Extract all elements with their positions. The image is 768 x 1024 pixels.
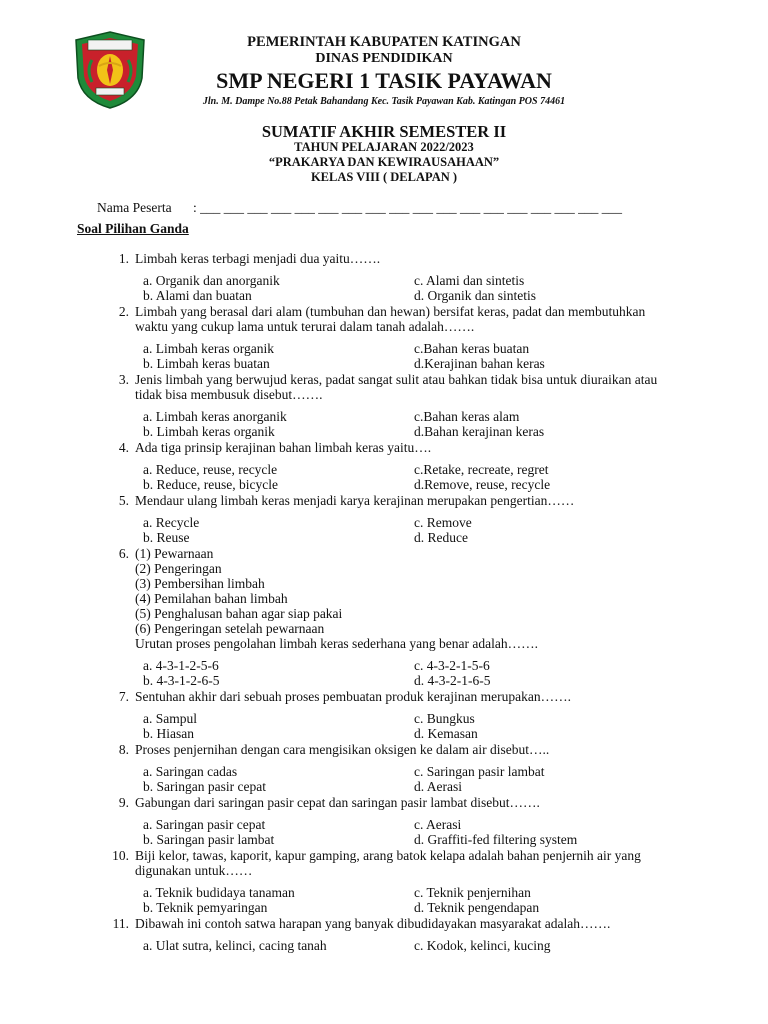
question-number: 7. — [118, 689, 129, 704]
question-number: 2. — [118, 304, 129, 319]
question-number: 10. — [112, 848, 129, 863]
question-text: Urutan proses pengolahan limbah keras sederhana yang benar adalah……. — [135, 636, 538, 651]
question-item — [0, 304, 768, 371]
answer-options — [143, 410, 703, 439]
question-text: Dibawah ini contoh satwa harapan yang banyak dibudidayakan masyarakat adalah……. — [135, 916, 611, 931]
answer-option[interactable]: d. Organik dan sintetis — [414, 287, 536, 303]
answer-option[interactable]: a. Teknik budidaya tanaman — [143, 885, 295, 900]
answer-option[interactable]: d.Remove, reuse, recycle — [414, 476, 551, 492]
answer-option[interactable]: b. Limbah keras organik — [143, 423, 275, 439]
answer-option[interactable]: c.Bahan keras alam — [414, 409, 520, 424]
question-text: Biji kelor, tawas, kaporit, kapur gamping, arang batok kelapa adalah bahan penjernih air yang digunakan untuk…… — [135, 848, 641, 878]
answer-options — [143, 765, 703, 794]
question-text: Limbah yang berasal dari alam (tumbuhan dan hewan) bersifat keras, padat dan membutuhkan waktu yang cukup lama untuk terurai dalam tanah adalah……. — [135, 304, 646, 334]
question-item — [0, 440, 768, 492]
answer-option[interactable]: c. Bungkus — [414, 711, 475, 726]
question-list — [0, 251, 768, 954]
letterhead — [0, 0, 768, 112]
question-item — [0, 546, 768, 688]
answer-option[interactable]: b. Reduce, reuse, bicycle — [143, 476, 278, 492]
answer-option[interactable]: d. Teknik pengendapan — [414, 899, 540, 915]
answer-option[interactable]: b. Reuse — [143, 529, 190, 545]
answer-option[interactable]: c. Teknik penjernihan — [414, 885, 531, 900]
answer-option[interactable]: b. Saringan pasir cepat — [143, 778, 266, 794]
answer-option[interactable]: d.Bahan kerajinan keras — [414, 423, 545, 439]
answer-option[interactable]: b. Teknik pemyaringan — [143, 899, 268, 915]
answer-option[interactable]: d. Graffiti-fed filtering system — [414, 831, 578, 847]
question-number: 6. — [118, 546, 129, 561]
question-text: Gabungan dari saringan pasir cepat dan saringan pasir lambat disebut……. — [135, 795, 540, 810]
answer-option[interactable]: a. Organik dan anorganik — [143, 273, 280, 288]
answer-options — [143, 818, 703, 847]
question-step-item: (2) Pengeringan — [135, 561, 222, 576]
question-number: 11. — [112, 916, 129, 931]
question-step-item: (4) Pemilahan bahan limbah — [135, 591, 288, 606]
answer-option[interactable]: c. Remove — [414, 515, 472, 530]
school-address: Jln. M. Dampe No.88 Petak Bahandang Kec. Tasik Payawan Kab. Katingan POS 74461 — [202, 96, 566, 107]
answer-option[interactable]: b. Saringan pasir lambat — [143, 831, 275, 847]
question-text: Limbah keras terbagi menjadi dua yaitu……. — [135, 251, 381, 266]
answer-option[interactable]: c. Alami dan sintetis — [414, 273, 525, 288]
question-number: 5. — [118, 493, 129, 508]
participant-name-label: Nama Peserta — [97, 200, 172, 215]
answer-option[interactable]: c. Saringan pasir lambat — [414, 764, 545, 779]
answer-option[interactable]: b. Limbah keras buatan — [143, 355, 270, 371]
question-item — [0, 493, 768, 545]
question-number: 9. — [118, 795, 129, 810]
answer-options — [143, 274, 703, 303]
answer-option[interactable]: a. Ulat sutra, kelinci, cacing tanah — [143, 938, 327, 953]
answer-option[interactable]: d. Aerasi — [414, 778, 462, 794]
answer-option[interactable]: c. Aerasi — [414, 817, 462, 832]
answer-options — [143, 712, 703, 741]
department-name: DINAS PENDIDIKAN — [315, 51, 453, 66]
question-text: Ada tiga prinsip kerajinan bahan limbah keras yaitu…. — [135, 440, 432, 455]
answer-option[interactable]: a. Recycle — [143, 515, 200, 530]
government-name: PEMERINTAH KABUPATEN KATINGAN — [247, 34, 521, 50]
answer-option[interactable]: a. 4-3-1-2-5-6 — [143, 658, 219, 673]
answer-option[interactable]: a. Reduce, reuse, recycle — [143, 462, 278, 477]
question-item — [0, 795, 768, 847]
answer-option[interactable]: d. Kemasan — [414, 725, 478, 741]
class-name: KELAS VIII ( DELAPAN ) — [310, 170, 458, 184]
answer-options — [143, 939, 703, 954]
subject-name: “PRAKARYA DAN KEWIRAUSAHAAN” — [268, 155, 500, 169]
question-number: 1. — [118, 251, 129, 266]
answer-option[interactable]: c.Retake, recreate, regret — [414, 462, 549, 477]
participant-name-field[interactable] — [97, 200, 622, 216]
answer-option[interactable]: d. 4-3-2-1-6-5 — [414, 672, 491, 688]
answer-options — [143, 886, 703, 915]
participant-name-blank[interactable]: : ___ ___ ___ ___ ___ ___ ___ ___ ___ ___ ___ ___ ___ ___ ___ ___ ___ ___ — [193, 200, 623, 215]
answer-option[interactable]: a. Limbah keras anorganik — [143, 409, 287, 424]
school-name: SMP NEGERI 1 TASIK PAYAWAN — [216, 68, 552, 93]
answer-option[interactable]: c. Kodok, kelinci, kucing — [414, 938, 551, 953]
question-number: 3. — [118, 372, 129, 387]
question-text: Sentuhan akhir dari sebuah proses pembuatan produk kerajinan merupakan……. — [135, 689, 571, 704]
answer-option[interactable]: a. Saringan pasir cepat — [143, 817, 266, 832]
answer-option[interactable]: a. Saringan cadas — [143, 764, 238, 779]
question-item — [0, 848, 768, 915]
answer-option[interactable]: c.Bahan keras buatan — [414, 341, 530, 356]
question-item — [0, 689, 768, 741]
answer-option[interactable]: b. Hiasan — [143, 725, 194, 741]
question-step-item: (1) Pewarnaan — [135, 546, 214, 561]
question-number: 4. — [118, 440, 129, 455]
answer-options — [143, 463, 703, 492]
answer-options — [143, 659, 703, 688]
question-number: 8. — [118, 742, 129, 757]
answer-options — [143, 516, 703, 545]
question-text: Jenis limbah yang berwujud keras, padat sangat sulit atau bahkan tidak bisa untuk diuraikan atau tidak bisa membusuk disebut……. — [135, 372, 658, 402]
question-text: Mendaur ulang limbah keras menjadi karya kerajinan merupakan pengertian…… — [135, 493, 575, 508]
answer-option[interactable]: d.Kerajinan bahan keras — [414, 355, 545, 371]
question-item — [0, 916, 768, 954]
question-step-item: (3) Pembersihan limbah — [135, 576, 265, 591]
answer-option[interactable]: a. Limbah keras organik — [143, 341, 274, 356]
exam-title: SUMATIF AKHIR SEMESTER II — [261, 122, 507, 141]
question-step-item: (5) Penghalusan bahan agar siap pakai — [135, 606, 343, 621]
question-item — [0, 742, 768, 794]
question-text: Proses penjernihan dengan cara mengisikan oksigen ke dalam air disebut….. — [135, 742, 550, 757]
answer-options — [143, 342, 703, 371]
question-step-item: (6) Pengeringan setelah pewarnaan — [135, 621, 325, 636]
answer-option[interactable]: d. Reduce — [414, 529, 468, 545]
question-item — [0, 251, 768, 303]
answer-option[interactable]: b. 4-3-1-2-6-5 — [143, 672, 220, 688]
letterhead-text — [150, 34, 618, 108]
answer-option[interactable]: b. Alami dan buatan — [143, 287, 252, 303]
section-title: Soal Pilihan Ganda — [77, 221, 189, 236]
katingan-regency-emblem-icon — [72, 30, 148, 110]
answer-option[interactable]: a. Sampul — [143, 711, 197, 726]
school-year: TAHUN PELAJARAN 2022/2023 — [294, 140, 474, 154]
question-item — [0, 372, 768, 439]
answer-option[interactable]: c. 4-3-2-1-5-6 — [414, 658, 490, 673]
